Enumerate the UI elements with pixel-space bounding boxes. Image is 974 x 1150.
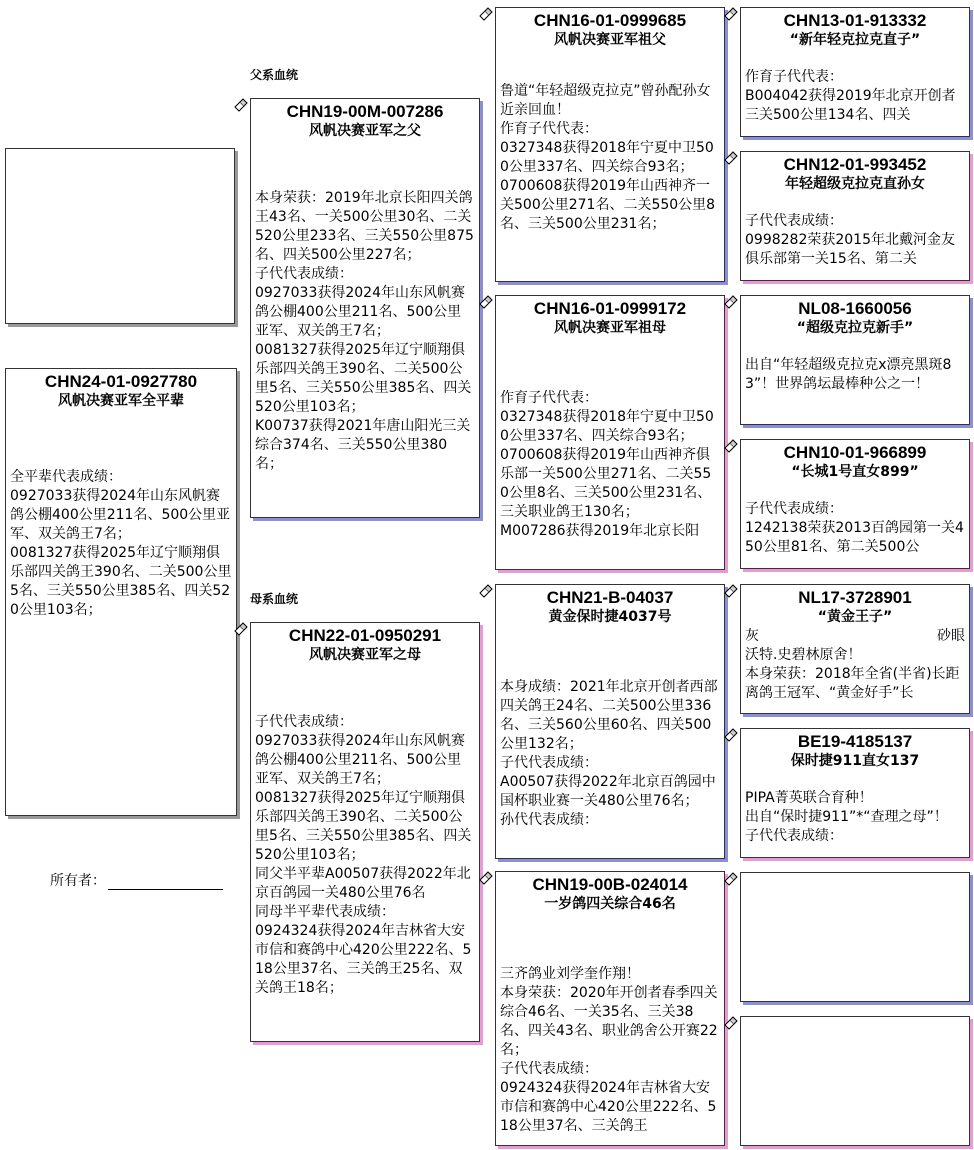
ds-sire-ring: NL17-3728901 bbox=[798, 588, 912, 607]
sd-dam-ring: CHN10-01-966899 bbox=[783, 443, 927, 462]
ds-sire-color: 灰 bbox=[745, 628, 759, 644]
edit-icon[interactable] bbox=[234, 98, 248, 112]
sire-card[interactable] bbox=[250, 98, 480, 518]
dd-dam-card[interactable] bbox=[740, 1016, 970, 1146]
sd-sire-title: “超级克拉克新手” bbox=[796, 320, 914, 336]
dam-ring: CHN22-01-0950291 bbox=[288, 626, 442, 645]
dam-dam-card[interactable] bbox=[495, 871, 725, 1146]
ds-sire-body: 沃特.史碧林原舍！ 本身荣获：2018年全省(半省)长距离鸽王冠军、“黄金好手”长 bbox=[745, 647, 960, 701]
ss-dam-body: 子代代表成绩： 0998282荣获2015年北戴河金友俱乐部第一关15名、第二关 bbox=[745, 213, 955, 267]
ds-dam-body: PIPA菁英联合育种！ 出自“保时捷911”*“查理之母”！ 子代代表成绩： bbox=[745, 790, 948, 844]
sire-dam-body: 作育子代代表： 0327348获得2018年宁夏中卫500公里337名、四关综合93名； 0700608获得2019年山西神齐俱乐部一关500公里271名、二关550公里8名、三关500公里231名、三关职业鸽王130名； M007286获得2019年北京长阳 bbox=[500, 390, 714, 539]
dam-dam-ring: CHN19-00B-024014 bbox=[532, 875, 688, 894]
ss-dam-card[interactable] bbox=[740, 151, 970, 281]
sd-dam-title: “长城1号直女899” bbox=[791, 464, 919, 480]
ss-sire-title: “新年轻克拉克直子” bbox=[789, 32, 921, 48]
owner-label: 所有者： bbox=[50, 873, 106, 889]
edit-icon[interactable] bbox=[479, 871, 493, 885]
dam-sire-card[interactable] bbox=[495, 584, 725, 859]
sire-sire-ring: CHN16-01-0999685 bbox=[533, 11, 687, 30]
ds-sire-card[interactable] bbox=[740, 584, 970, 714]
dam-sire-ring: CHN21-B-04037 bbox=[546, 588, 674, 607]
dam-sire-body: 本身成绩：2021年北京开创者西部四关鸽王24名、二关500公里336名、三关560公里60名、四关500公里132名； 子代代表成绩： A00507获得2022年北京百鸽园中国杯职业赛一关480公里76名； 孙代代表成绩： bbox=[500, 679, 718, 828]
ds-dam-card[interactable] bbox=[740, 728, 970, 858]
sire-body: 本身荣获：2019年北京长阳四关鸽王43名、一关500公里30名、二关520公里233名、三关550公里875名、四关500公里227名； 子代代表成绩： 0927033获得2024年山东风帆赛鸽公棚400公里211名、500公里亚军、双关鸽王7名； 0081327获得2025年辽宁顺翔俱乐部四关鸽王390名、二关500公里5名、三关550公里385名、四关520公里103名； K00737获得2021年唐山阳光三关综合374名、三关550公里380名； bbox=[255, 190, 474, 472]
ss-dam-title: 年轻超级克拉克直孙女 bbox=[785, 176, 925, 192]
dam-title: 风帆决赛亚军之母 bbox=[309, 647, 421, 663]
dam-body: 子代代表成绩： 0927033获得2024年山东风帆赛鸽公棚400公里211名、500公里亚军、双关鸽王7名； 0081327获得2025年辽宁顺翔俱乐部四关鸽王390名、二关500公里5名、三关550公里385名、四关520公里103名； 同父半平辈A00507获得2022年北京百鸽园一关480公里76名 同母半平辈代表成绩： 0924324获得2024年吉林省大安市信和赛鸽中心420公里222名、518公里37名、三关鸽王25名、双关鸽王18名； bbox=[255, 714, 472, 996]
owner-line bbox=[108, 873, 223, 890]
edit-icon[interactable] bbox=[479, 295, 493, 309]
sire-sire-title: 风帆决赛亚军祖父 bbox=[554, 32, 666, 48]
paternal-label: 父系血统 bbox=[250, 68, 299, 82]
edit-icon[interactable] bbox=[724, 1016, 738, 1030]
sire-dam-ring: CHN16-01-0999172 bbox=[533, 299, 687, 318]
pigeon-photo-placeholder bbox=[5, 148, 235, 324]
sire-sire-card[interactable] bbox=[495, 7, 725, 282]
ds-sire-color-line bbox=[741, 627, 969, 646]
sd-sire-body: 出自“年轻超级克拉克x漂亮黑斑83”！世界鸽坛最棒种公之一！ bbox=[745, 357, 952, 392]
ss-sire-ring: CHN13-01-913332 bbox=[783, 11, 927, 30]
sire-sire-body: 鲁道“年轻超级克拉克”曾孙配孙女近亲回血！ 作育子代代表： 0327348获得2018年宁夏中卫500公里337名、四关综合93名； 0700608获得2019年山西神齐一关500公里271名、二关550公里8名、三关500公里231名； bbox=[500, 83, 716, 232]
dd-sire-card[interactable] bbox=[740, 872, 970, 1002]
sd-sire-ring: NL08-1660056 bbox=[798, 299, 912, 318]
sire-dam-card[interactable] bbox=[495, 295, 725, 570]
subject-ring: CHN24-01-0927780 bbox=[44, 372, 198, 391]
edit-icon[interactable] bbox=[724, 872, 738, 886]
dam-dam-title: 一岁鸽四关综合46名 bbox=[544, 896, 676, 912]
ss-sire-body: 作育子代代表： B004042获得2019年北京开创者三关500公里134名、四关 bbox=[745, 69, 956, 123]
dam-card[interactable] bbox=[250, 622, 480, 1042]
edit-icon[interactable] bbox=[479, 7, 493, 21]
dam-sire-title: 黄金保时捷4037号 bbox=[548, 609, 672, 625]
sire-ring: CHN19-00M-007286 bbox=[286, 102, 444, 121]
sd-dam-card[interactable] bbox=[740, 439, 970, 569]
dam-dam-body: 三齐鸽业刘学奎作翔！ 本身荣获：2020年开创者春季四关综合46名、一关35名、三关38名、四关43名、职业鸽舍公开赛22名； 子代代表成绩： 0924324获得2024年吉林省大安市信和赛鸽中心420公里222名、518公里37名、三关鸽王 bbox=[500, 966, 718, 1134]
edit-icon[interactable] bbox=[724, 7, 738, 21]
edit-icon[interactable] bbox=[724, 151, 738, 165]
ss-sire-card[interactable] bbox=[740, 7, 970, 137]
edit-icon[interactable] bbox=[724, 584, 738, 598]
edit-icon[interactable] bbox=[479, 584, 493, 598]
ss-dam-ring: CHN12-01-993452 bbox=[783, 155, 927, 174]
sd-dam-body: 子代代表成绩： 1242138荣获2013百鸽园第一关450公里81名、第二关500公 bbox=[745, 501, 964, 555]
sire-dam-title: 风帆决赛亚军祖母 bbox=[554, 320, 666, 336]
ds-dam-ring: BE19-4185137 bbox=[797, 732, 913, 751]
subject-body: 全平辈代表成绩： 0927033获得2024年山东风帆赛鸽公棚400公里211名、500公里亚军、双关鸽王7名； 0081327获得2025年辽宁顺翔俱乐部四关鸽王390名、二关500公里5名、三关550公里385名、四关520公里103名； bbox=[10, 469, 232, 618]
maternal-label: 母系血统 bbox=[250, 592, 299, 606]
owner-field bbox=[50, 870, 223, 890]
edit-icon[interactable] bbox=[234, 622, 248, 636]
sd-sire-card[interactable] bbox=[740, 295, 970, 425]
subject-card[interactable] bbox=[5, 368, 237, 816]
edit-icon[interactable] bbox=[724, 439, 738, 453]
sire-title: 风帆决赛亚军之父 bbox=[309, 123, 421, 139]
subject-title: 风帆决赛亚军全平辈 bbox=[58, 393, 184, 409]
ds-dam-title: 保时捷911直女137 bbox=[790, 753, 920, 769]
edit-icon[interactable] bbox=[724, 295, 738, 309]
edit-icon[interactable] bbox=[724, 728, 738, 742]
ds-sire-title: “黄金王子” bbox=[817, 609, 893, 625]
ds-sire-eye: 砂眼 bbox=[937, 628, 965, 644]
